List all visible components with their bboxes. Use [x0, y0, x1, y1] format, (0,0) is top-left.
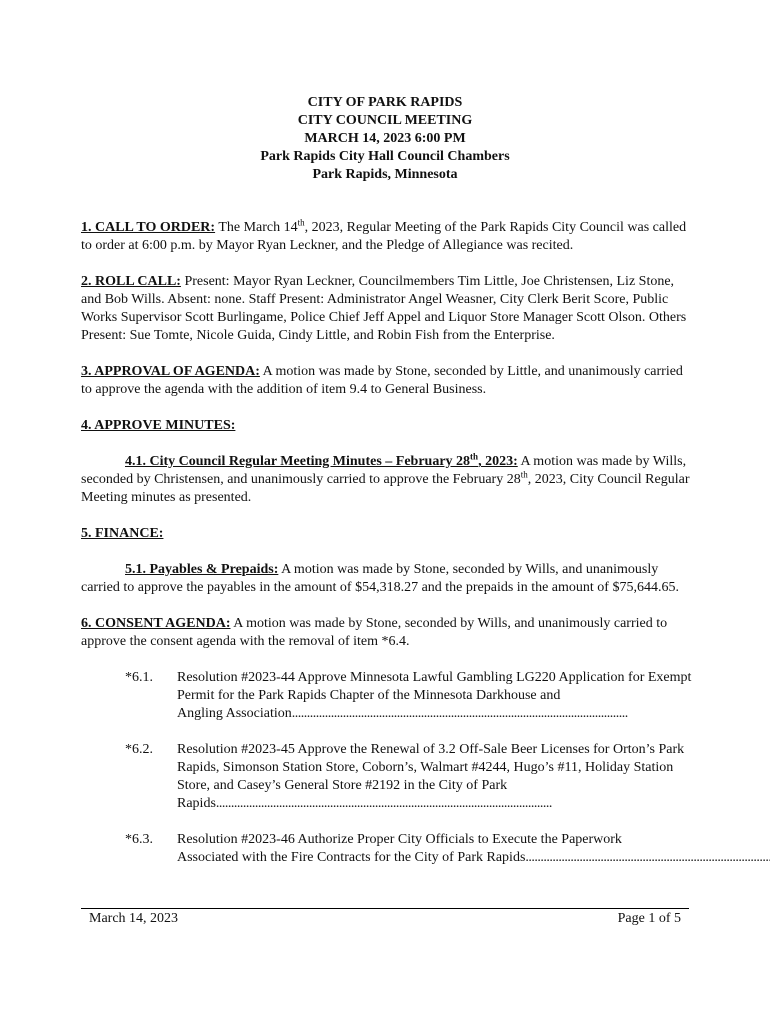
footer-page-number: Page 1 of 5	[617, 911, 681, 926]
item-text: Resolution #2023-45 Approve the Renewal of 3.2 Off-Sale Beer Licenses for Orton’s Park Rapids, Simonson Station Store, Coborn’s, Walmart #4244, Hugo’s #11, Holiday Station Store, and Casey’s General Store #2192 in the City of Park	[177, 742, 685, 793]
item-text: Resolution #2023-44 Approve Minnesota Lawful Gambling LG220 Application for Exempt Permit for the Park Rapids Chapter of the Minnesota Darkhouse and	[177, 670, 692, 703]
subsection-heading: 4.1. City Council Regular Meeting Minutes – February 28th, 2023:	[125, 451, 518, 469]
consent-item	[81, 669, 695, 723]
item-number: *6.3.	[125, 832, 153, 847]
section-heading: 4. APPROVE MINUTES:	[81, 418, 236, 433]
section-heading: 6. CONSENT AGENDA:	[81, 616, 231, 631]
subsection-council-minutes: 4.1. City Council Regular Meeting Minutes – February 28th, 2023: A motion was made by Wills, seconded by Christensen, and unanimously carried to approve the February 28th, 2023, City Council Regular Meeting minutes as presented.	[81, 451, 690, 505]
subsection-payables: 5.1. Payables & Prepaids: A motion was made by Stone, seconded by Wills, and unanimously carried to approve the payables in the amount of $54,318.27 and the prepaids in the amount of $75,644.65.	[81, 562, 679, 595]
item-text-end: Angling Association	[177, 706, 292, 721]
section-roll-call: 2. ROLL CALL: Present: Mayor Ryan Leckner, Councilmembers Tim Little, Joe Christensen, Liz Stone, and Bob Wills. Absent: none. Staff Present: Administrator Angel Weasner, City Clerk Berit Score, Public Works Supervisor Scott Burlingame, Police Chief Jeff Appel and Liquor Store Manager Scott Olson. Others Present: Sue Tomte, Nicole Guida, Cindy Little, and Robin Fish from the Enterprise.	[81, 274, 687, 343]
item-number: *6.1.	[125, 670, 153, 685]
dot-leader	[525, 849, 770, 867]
document-header	[0, 94, 770, 184]
section-heading: 5. FINANCE:	[81, 526, 164, 541]
item-text-end: Associated with the Fire Contracts for the City of Park Rapids	[177, 850, 526, 865]
header-city: CITY OF PARK RAPIDS	[307, 95, 463, 110]
footer-divider	[81, 908, 689, 909]
item-text-end: Rapids	[177, 796, 216, 811]
section-heading: 3. APPROVAL OF AGENDA:	[81, 364, 260, 379]
item-text: Resolution #2023-46 Authorize Proper City Officials to Execute the Paperwork	[177, 832, 622, 847]
section-consent-agenda: 6. CONSENT AGENDA: A motion was made by Stone, seconded by Wills, and unanimously carried to approve the consent agenda with the removal of item *6.4.	[81, 616, 668, 649]
page-footer	[89, 911, 681, 927]
header-date: MARCH 14, 2023 6:00 PM	[304, 131, 466, 146]
item-number: *6.2.	[125, 742, 153, 757]
section-heading: 2. ROLL CALL:	[81, 274, 181, 289]
header-location: Park Rapids City Hall Council Chambers	[260, 149, 510, 164]
dot-leader	[216, 795, 695, 813]
minutes-body	[81, 219, 695, 885]
consent-item	[81, 831, 695, 867]
header-state: Park Rapids, Minnesota	[312, 167, 458, 182]
section-approval-agenda: 3. APPROVAL OF AGENDA: A motion was made by Stone, seconded by Little, and unanimously carried to approve the agenda with the addition of item 9.4 to General Business.	[81, 364, 683, 397]
section-heading: 1. CALL TO ORDER:	[81, 220, 216, 235]
section-call-to-order: 1. CALL TO ORDER: The March 14th, 2023, Regular Meeting of the Park Rapids City Council was called to order at 6:00 p.m. by Mayor Ryan Leckner, and the Pledge of Allegiance was recited.	[81, 217, 687, 253]
dot-leader	[292, 705, 695, 723]
footer-date: March 14, 2023	[89, 911, 179, 926]
section-approve-minutes	[81, 417, 695, 435]
subsection-heading: 5.1. Payables & Prepaids:	[125, 562, 279, 577]
header-meeting: CITY COUNCIL MEETING	[297, 113, 473, 128]
consent-item	[81, 741, 695, 813]
section-finance	[81, 525, 695, 543]
